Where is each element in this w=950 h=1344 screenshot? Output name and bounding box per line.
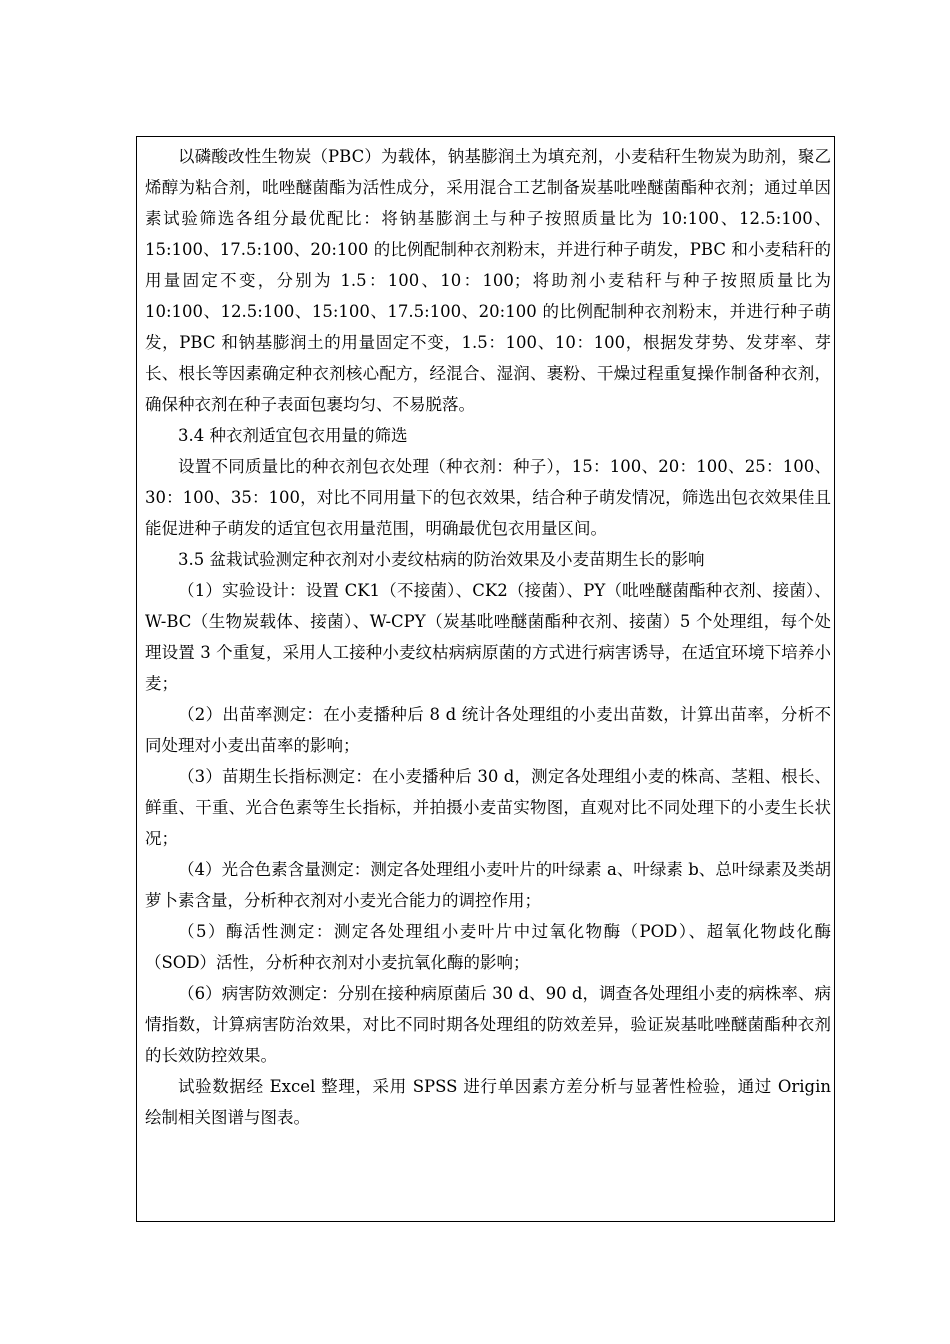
content-table-cell <box>136 136 835 1222</box>
section-heading-3-5: 3.5 盆栽试验测定种衣剂对小麦纹枯病的防治效果及小麦苗期生长的影响 <box>178 550 705 569</box>
paragraph-preparation-method: 以磷酸改性生物炭（PBC）为载体，钠基膨润土为填充剂，小麦秸秆生物炭为助剂，聚乙烯醇为粘合剂，吡唑醚菌酯为活性成分，采用混合工艺制备炭基吡唑醚菌酯种衣剂；通过单因素试验筛选各组分最优配比：将钠基膨润土与种子按照质量比为 10:100、12.5:100、15:100、17.5:100、20:100 的比例配制种衣剂粉末，并进行种子萌发，PBC 和小麦秸秆的用量固定不变，分别为 1.5：100、10：100；将助剂小麦秸秆与种子按照质量比为 10:100、12.5:100、15:100、17.5:100、20:100 的比例配制种衣剂粉末，并进行种子萌发，PBC 和钠基膨润土的用量固定不变，1.5：100、10：100，根据发芽势、发芽率、芽长、根长等因素确定种衣剂核心配方，经混合、湿润、裹粉、干燥过程重复操作制备种衣剂，确保种衣剂在种子表面包裹均匀、不易脱落。 <box>145 147 831 414</box>
paragraph-seedling-growth: （3）苗期生长指标测定：在小麦播种后 30 d，测定各处理组小麦的株高、茎粗、根长、鲜重、干重、光合色素等生长指标，并拍摄小麦苗实物图，直观对比不同处理下的小麦生长状况； <box>145 767 831 848</box>
paragraph-disease-control: （6）病害防效测定：分别在接种病原菌后 30 d、90 d，调查各处理组小麦的病株率、病情指数，计算病害防治效果，对比不同时期各处理组的防效差异，验证炭基吡唑醚菌酯种衣剂的长效防控效果。 <box>145 984 831 1065</box>
document-body <box>145 141 831 1133</box>
paragraph-photosynthetic-pigments: （4）光合色素含量测定：测定各处理组小麦叶片的叶绿素 a、叶绿素 b、总叶绿素及类胡萝卜素含量，分析种衣剂对小麦光合能力的调控作用； <box>145 860 831 910</box>
paragraph-coating-dosage: 设置不同质量比的种衣剂包衣处理（种衣剂：种子），15：100、20：100、25：100、30：100、35：100，对比不同用量下的包衣效果，结合种子萌发情况，筛选出包衣效果佳且能促进种子萌发的适宜包衣用量范围，明确最优包衣用量区间。 <box>145 457 831 538</box>
paragraph-enzyme-activity: （5）酶活性测定：测定各处理组小麦叶片中过氧化物酶（POD）、超氧化物歧化酶（SOD）活性，分析种衣剂对小麦抗氧化酶的影响； <box>145 922 831 972</box>
paragraph-data-analysis: 试验数据经 Excel 整理，采用 SPSS 进行单因素方差分析与显著性检验，通过 Origin 绘制相关图谱与图表。 <box>145 1077 831 1127</box>
paragraph-experiment-design: （1）实验设计：设置 CK1（不接菌）、CK2（接菌）、PY（吡唑醚菌酯种衣剂、接菌）、W-BC（生物炭载体、接菌）、W-CPY（炭基吡唑醚菌酯种衣剂、接菌）5 个处理组，每个处理设置 3 个重复，采用人工接种小麦纹枯病病原菌的方式进行病害诱导，在适宜环境下培养小麦； <box>145 581 831 693</box>
paragraph-emergence-rate: （2）出苗率测定：在小麦播种后 8 d 统计各处理组的小麦出苗数，计算出苗率，分析不同处理对小麦出苗率的影响； <box>145 705 831 755</box>
section-heading-3-4: 3.4 种衣剂适宜包衣用量的筛选 <box>178 426 408 445</box>
